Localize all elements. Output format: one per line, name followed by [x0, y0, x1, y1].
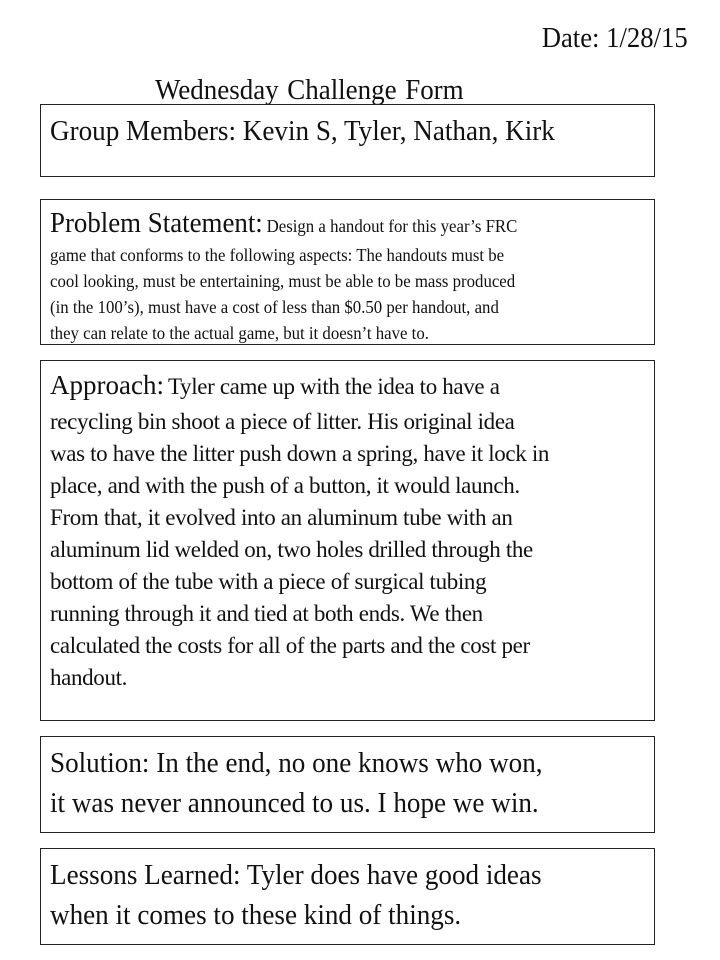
approach-line: aluminum lid welded on, two holes drilled through the: [50, 537, 533, 562]
approach-line: running through it and tied at both ends. We then: [50, 601, 483, 626]
lessons-learned-line: Lessons Learned: Tyler does have good ideas: [50, 859, 542, 891]
group-members-label: Group Members:: [50, 115, 237, 147]
group-members-value: Kevin S, Tyler, Nathan, Kirk: [242, 115, 555, 147]
problem-statement-line: game that conforms to the following aspects: The handouts must be: [50, 245, 505, 265]
problem-statement-section: [40, 199, 655, 345]
approach-label: Approach:: [50, 370, 164, 400]
problem-statement-text: [50, 206, 647, 346]
group-members-text: [50, 113, 606, 149]
date-label: Date: 1/28/15: [542, 22, 688, 54]
problem-statement-label: Problem Statement:: [50, 208, 263, 239]
approach-line: calculated the costs for all of the parts and the cost per: [50, 633, 530, 658]
problem-statement-line: they can relate to the actual game, but it doesn’t have to.: [50, 323, 429, 343]
approach-line: recycling bin shoot a piece of litter. His original idea: [50, 409, 515, 434]
approach-section: [40, 360, 655, 721]
approach-line: From that, it evolved into an aluminum tube with an: [50, 505, 513, 530]
form-title: Wednesday Challenge Form: [155, 74, 464, 106]
solution-section: [40, 736, 655, 833]
problem-statement-line: Design a handout for this year’s FRC: [266, 216, 518, 236]
lessons-learned-section: [40, 848, 655, 945]
solution-line: it was never announced to us. I hope we win.: [50, 787, 539, 819]
problem-statement-line: cool looking, must be entertaining, must be able to be mass produced: [50, 271, 516, 291]
approach-line: bottom of the tube with a piece of surgical tubing: [50, 569, 487, 594]
lessons-learned-text: [50, 855, 648, 935]
solution-line: Solution: In the end, no one knows who won,: [50, 747, 543, 779]
solution-text: [50, 743, 648, 823]
approach-text: [50, 369, 645, 694]
approach-line: place, and with the push of a button, it would launch.: [50, 473, 520, 498]
approach-line: Tyler came up with the idea to have a: [167, 374, 500, 399]
group-members-section: [40, 104, 655, 177]
approach-line: was to have the litter push down a spring, have it lock in: [50, 441, 550, 466]
approach-line: handout.: [50, 665, 128, 690]
lessons-learned-line: when it comes to these kind of things.: [50, 899, 462, 931]
problem-statement-line: (in the 100’s), must have a cost of less than $0.50 per handout, and: [50, 297, 499, 317]
